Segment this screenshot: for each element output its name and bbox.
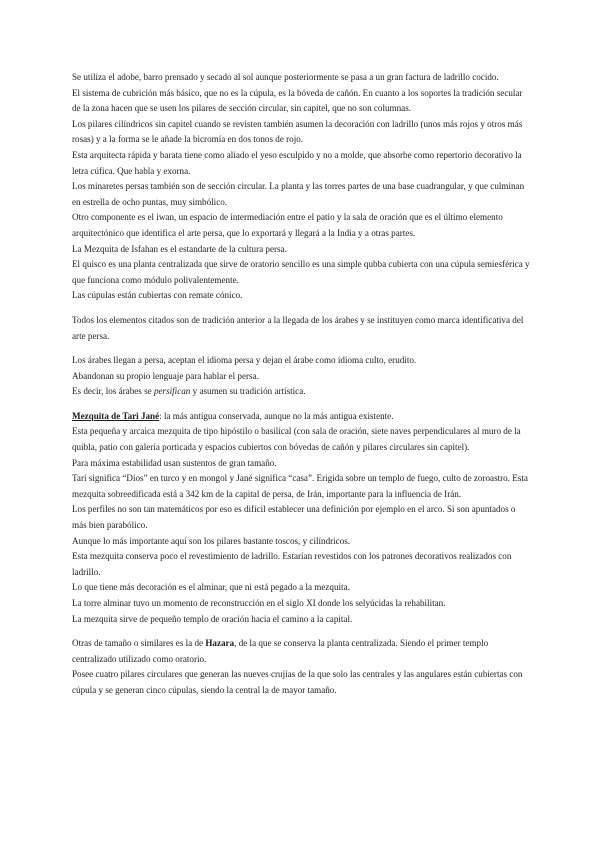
paragraph: Otro componente es el iwan, un espacio de intermediación entre el patio y la sala de oración que es el último elemento arquitectónico que identifica el arte persa, que lo exportará y llegará a la India y a otras partes. bbox=[72, 212, 503, 238]
paragraph: Los perfiles no son tan matemáticos por eso es difícil establecer una definición por ejemplo en el arco. Si son apuntados o más bien parabólico. bbox=[72, 504, 516, 531]
paragraph: Aunque lo más importante aquí son los pilares bastante toscos, y cilíndricos. bbox=[72, 535, 351, 546]
paragraph: Lo que tiene más decoración es el alminar, que ni está pegado a la mezquita. bbox=[72, 582, 350, 593]
paragraph: Posee cuatro pilares circulares que generan las nueves crujías de la que solo las centrales y las angulares están cubiertas con cúpula y se generan cinco cúpulas, siendo la central la de mayor tamaño. bbox=[72, 669, 523, 695]
paragraph: Los árabes llegan a persa, aceptan el idioma persa y dejan el árabe como idioma culto, erudito. bbox=[72, 355, 417, 366]
paragraph: Abandonan su propio lenguaje para hablar el persa. bbox=[72, 370, 259, 381]
paragraph-gap bbox=[72, 344, 532, 353]
paragraph-gap bbox=[72, 627, 532, 636]
paragraph: El sistema de cubrición más básico, que no es la cúpula, es la bóveda de cañón. En cuanto a los soportes la tradición secular de la zona hacen que se usen los pilares de sección circular, sin capitel, que no son columnas. bbox=[72, 87, 523, 114]
bold-term: Hazara bbox=[205, 638, 235, 649]
paragraph-gap bbox=[72, 400, 532, 409]
paragraph: Las cúpulas están cubiertas con remate cónico. bbox=[72, 290, 243, 301]
document-body bbox=[72, 70, 532, 699]
paragraph-text: : la más antigua conservada, aunque no la más antigua existente. bbox=[159, 410, 394, 421]
paragraph: La mezquita sirve de pequeño templo de oración hacia el camino a la capital. bbox=[72, 613, 353, 624]
paragraph-text: y asumen su tradición artística. bbox=[192, 386, 306, 397]
paragraph bbox=[72, 636, 532, 667]
section-heading: Mezquita de Tari Jané bbox=[72, 410, 160, 421]
paragraph: Esta mezquita conserva poco el revestimiento de ladrillo. Estarían revestidos con los patrones decorativos realizados con ladrillo. bbox=[72, 551, 512, 577]
paragraph: Los pilares cilíndricos sin capitel cuando se revisten también asumen la decoración con ladrillo (unos más rojos y otros más rosas) y a la forma se le añade la bicromía en dos tonos de rojo. bbox=[72, 118, 523, 145]
paragraph-text: , de la que se conserva la planta centralizada. Siendo el primer templo centralizado utilizado como oratorio. bbox=[72, 638, 489, 664]
paragraph: El quisco es una planta centralizada que sirve de oratorio sencillo es una simple qubba cubierta con una cúpula semiesférica y que funciona como módulo polivalentemente. bbox=[72, 259, 530, 285]
italic-term: persifican bbox=[153, 386, 191, 397]
paragraph: Se utiliza el adobe, barro prensado y secado al sol aunque posteriormente se pasa a un gran factura de ladrillo cocido. bbox=[72, 72, 499, 82]
paragraph: Tarí significa “Dios” en turco y en mongol y Jané significa “casa”. Erigida sobre un templo de fuego, culto de zoroastro. Esta mezquita sobreedificada está a 342 km de la capital de persa, de Irán, importante para la influencia de Irán. bbox=[72, 473, 528, 499]
paragraph: La torre alminar tuvo un momento de reconstrucción en el siglo XI donde los selyúcidas la rehabilitan. bbox=[72, 598, 446, 608]
paragraph bbox=[72, 409, 532, 425]
paragraph: Para máxima estabilidad usan sustentos de gran tamaño. bbox=[72, 457, 277, 468]
paragraph bbox=[72, 384, 532, 400]
paragraph-text: Es decir, los árabes se bbox=[72, 386, 152, 397]
paragraph: Esta pequeña y arcaica mezquita de tipo hipóstilo o basilical (con sala de oración, siete naves perpendiculares al muro de la quibla, patio con galería porticada y espacios cubiertos con bóvedas de cañón y pilares circulares sin capitel). bbox=[72, 426, 521, 453]
paragraph: Esta arquitecta rápida y barata tiene como aliado el yeso esculpido y no a molde, que absorbe como repertorio decorativo la letra cúfica. Que habla y exorna. bbox=[72, 149, 522, 176]
paragraph-gap bbox=[72, 304, 532, 313]
paragraph-text: Otras de tamaño o similares es la de bbox=[72, 638, 204, 649]
paragraph: La Mezquita de Isfahan es el estandarte de la cultura persa. bbox=[72, 243, 287, 254]
paragraph: Los minaretes persas también son de sección circular. La planta y las torres partes de una base cuadrangular, y que culminan en estrella de ocho puntas, muy simbólico. bbox=[72, 181, 525, 207]
paragraph: Todos los elementos citados son de tradición anterior a la llegada de los árabes y se instituyen como marca identificativa del arte persa. bbox=[72, 314, 524, 341]
